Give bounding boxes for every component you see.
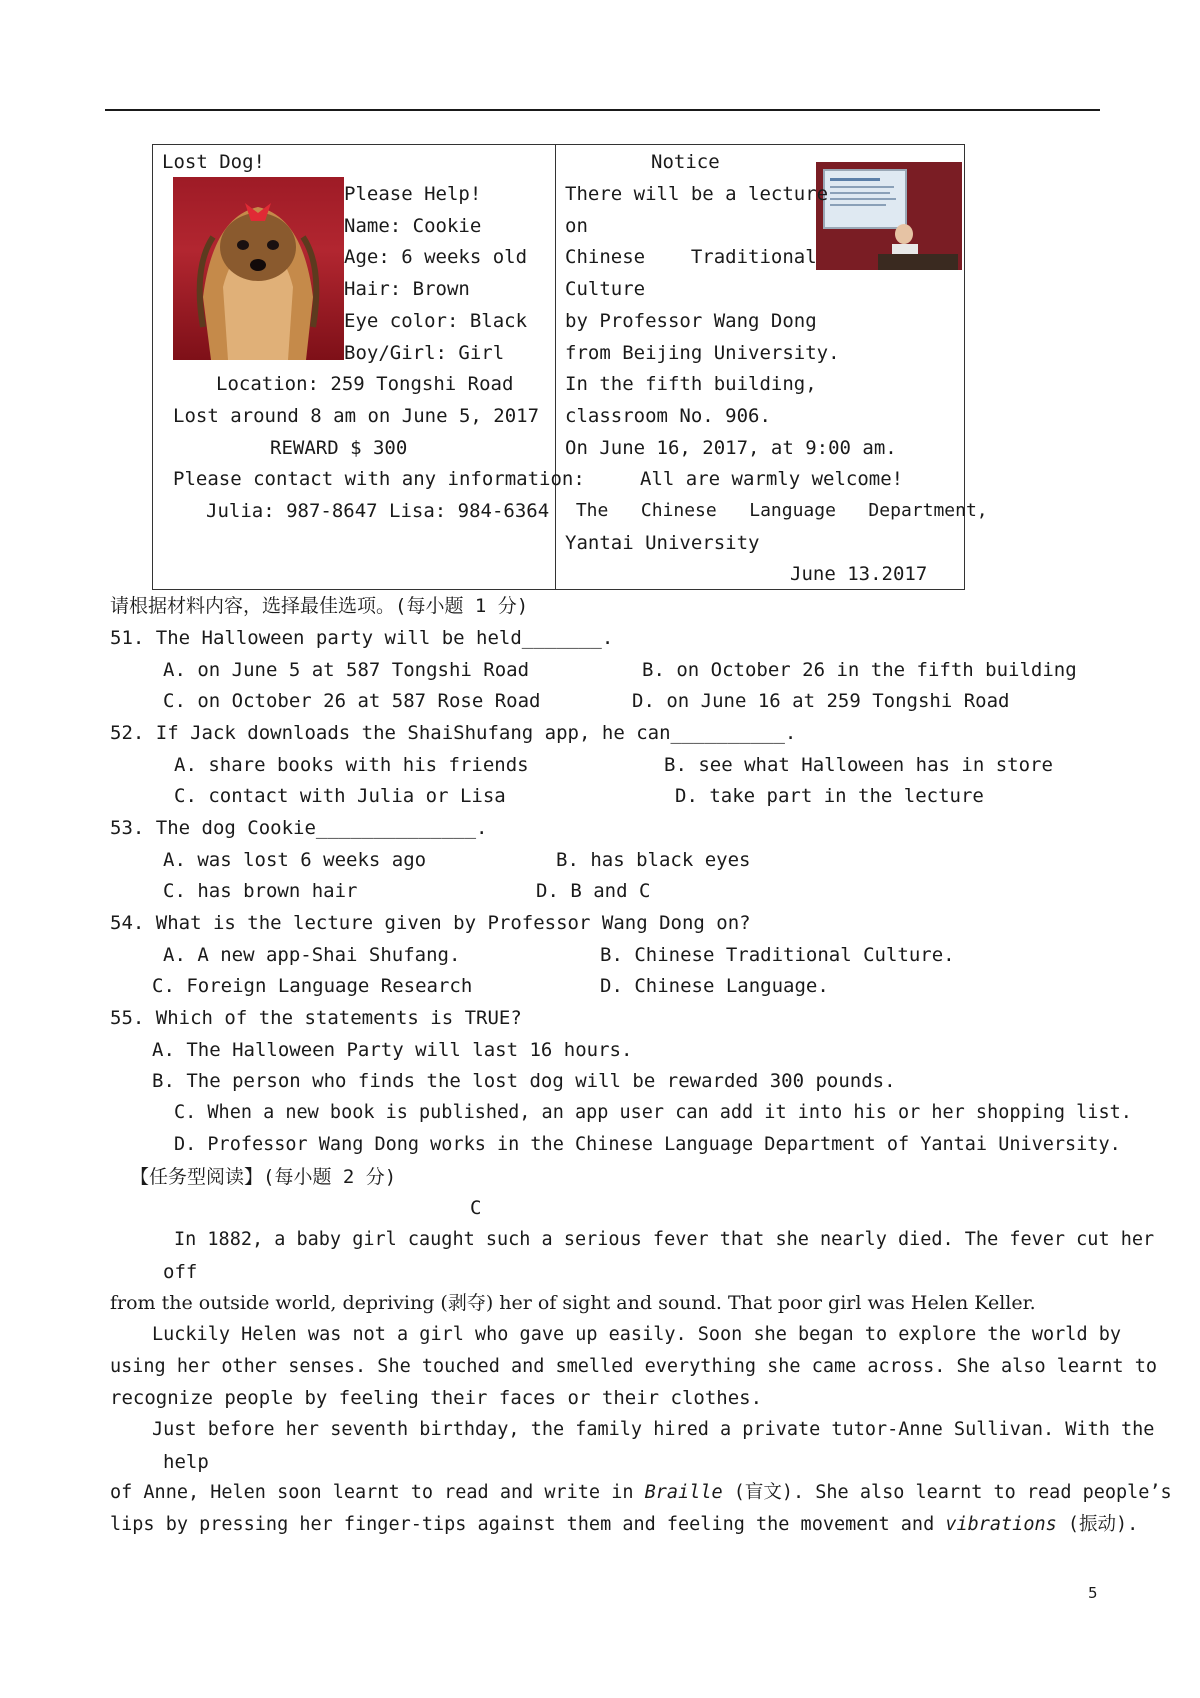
dog-hair: Hair: Brown (344, 278, 470, 300)
passage-p1-line-1: In 1882, a baby girl caught such a serious fever that she nearly died. The fever cut her (174, 1229, 1155, 1250)
dog-lost-time: Lost around 8 am on June 5, 2017 (173, 405, 540, 427)
question-55-option-b: B. The person who finds the lost dog will be rewarded 300 pounds. (152, 1070, 896, 1092)
question-51-stem: 51. The Halloween party will be held_______. (110, 627, 614, 649)
question-53-option-a: A. was lost 6 weeks ago (163, 849, 427, 871)
notice-line-2: on (565, 215, 588, 237)
dog-age: Age: 6 weeks old (344, 246, 528, 268)
question-52-option-d: D. take part in the lecture (675, 785, 984, 807)
question-55-option-c: C. When a new book is published, an app user can add it into his or her shopping list. (174, 1102, 1132, 1123)
question-53-option-d: D. B and C (536, 880, 651, 902)
notice-line-8: classroom No. 906. (565, 405, 771, 427)
passage-p3-line-3-rest: (盲文). She also learnt to read people’s (722, 1482, 1172, 1503)
dog-reward: REWARD $ 300 (270, 437, 408, 459)
question-54-option-a: A. A new app-Shai Shufang. (163, 944, 461, 966)
passage-p3-line-4-text: lips by pressing her finger-tips against them and feeling the movement and (110, 1514, 946, 1535)
passage-p3-line-4-rest: (振动). (1056, 1514, 1139, 1535)
question-54-option-d: D. Chinese Language. (600, 975, 829, 997)
notice-line-5: by Professor Wang Dong (565, 310, 817, 332)
section-title: 【任务型阅读】(每小题 2 分) (130, 1166, 397, 1188)
notice-line-3: Chinese Traditional (565, 246, 817, 268)
notice-line-10: All are warmly welcome! (640, 468, 904, 490)
question-55-stem: 55. Which of the statements is TRUE? (110, 1007, 522, 1029)
lecture-photo (816, 162, 962, 270)
question-55-option-d: D. Professor Wang Dong works in the Chinese Language Department of Yantai University. (174, 1134, 1121, 1155)
notice-line-4: Culture (565, 278, 646, 300)
question-53-option-b: B. has black eyes (556, 849, 751, 871)
passage-p1-line-2: off (163, 1261, 198, 1283)
lost-dog-heading: Lost Dog! (162, 151, 265, 173)
question-53-option-c: C. has brown hair (163, 880, 358, 902)
question-51-option-d: D. on June 16 at 259 Tongshi Road (632, 690, 1010, 712)
question-54-stem: 54. What is the lecture given by Professor Wang Dong on? (110, 912, 751, 934)
page-number: 5 (1088, 1584, 1098, 1602)
question-52-stem: 52. If Jack downloads the ShaiShufang app, he can__________. (110, 722, 797, 744)
dog-name: Name: Cookie (344, 215, 482, 237)
notice-line-6: from Beijing University. (565, 342, 840, 364)
please-help: Please Help! (344, 183, 482, 205)
question-54-option-c: C. Foreign Language Research (152, 975, 473, 997)
passage-p1-line-3: from the outside world, depriving (剥夺) her of sight and sound. That poor girl was Helen Keller. (110, 1292, 1036, 1314)
dog-eye-color: Eye color: Black (344, 310, 528, 332)
top-rule (105, 109, 1100, 111)
passage-label: C (470, 1197, 482, 1219)
question-55-option-a: A. The Halloween Party will last 16 hours. (152, 1039, 633, 1061)
dog-gender: Boy/Girl: Girl (344, 342, 505, 364)
instruction: 请根据材料内容，选择最佳选项。(每小题 1 分) (110, 595, 529, 617)
dog-location: Location: 259 Tongshi Road (216, 373, 514, 395)
notice-line-12: Yantai University (565, 532, 760, 554)
question-51-option-b: B. on October 26 in the fifth building (642, 659, 1077, 681)
vibrations-term: vibrations (945, 1514, 1057, 1535)
notice-date: June 13.2017 (790, 563, 928, 585)
notice-line-9: On June 16, 2017, at 9:00 am. (565, 437, 897, 459)
question-54-option-b: B. Chinese Traditional Culture. (600, 944, 955, 966)
question-52-option-a: A. share books with his friends (174, 754, 529, 776)
question-52-option-b: B. see what Halloween has in store (664, 754, 1053, 776)
contact-numbers: Julia: 987-8647 Lisa: 984-6364 (206, 500, 550, 522)
passage-p3-line-3 (110, 1477, 1172, 1509)
passage-p3-line-2: help (163, 1451, 209, 1473)
passage-p2-line-3: recognize people by feeling their faces or their clothes. (110, 1387, 763, 1409)
contact-prompt: Please contact with any information: (173, 468, 585, 490)
dog-photo (173, 177, 344, 360)
question-53-stem: 53. The dog Cookie______________. (110, 817, 488, 839)
question-51-option-a: A. on June 5 at 587 Tongshi Road (163, 659, 530, 681)
passage-p3-line-3-text: of Anne, Helen soon learnt to read and write in (110, 1482, 645, 1503)
question-52-option-c: C. contact with Julia or Lisa (174, 785, 506, 807)
passage-p3-line-1: Just before her seventh birthday, the family hired a private tutor-Anne Sullivan. With the (152, 1419, 1155, 1440)
notice-heading: Notice (651, 151, 720, 173)
passage-p2-line-1: Luckily Helen was not a girl who gave up easily. Soon she began to explore the world by (152, 1324, 1122, 1345)
notice-line-7: In the fifth building, (565, 373, 817, 395)
notice-line-1: There will be a lecture (565, 183, 829, 205)
passage-p2-line-2: using her other senses. She touched and smelled everything she came across. She also learnt to (110, 1356, 1157, 1377)
notice-line-11: The Chinese Language Department, (565, 500, 988, 521)
braille-term: Braille (644, 1482, 723, 1503)
question-51-option-c: C. on October 26 at 587 Rose Road (163, 690, 541, 712)
passage-p3-line-4 (110, 1509, 1138, 1541)
